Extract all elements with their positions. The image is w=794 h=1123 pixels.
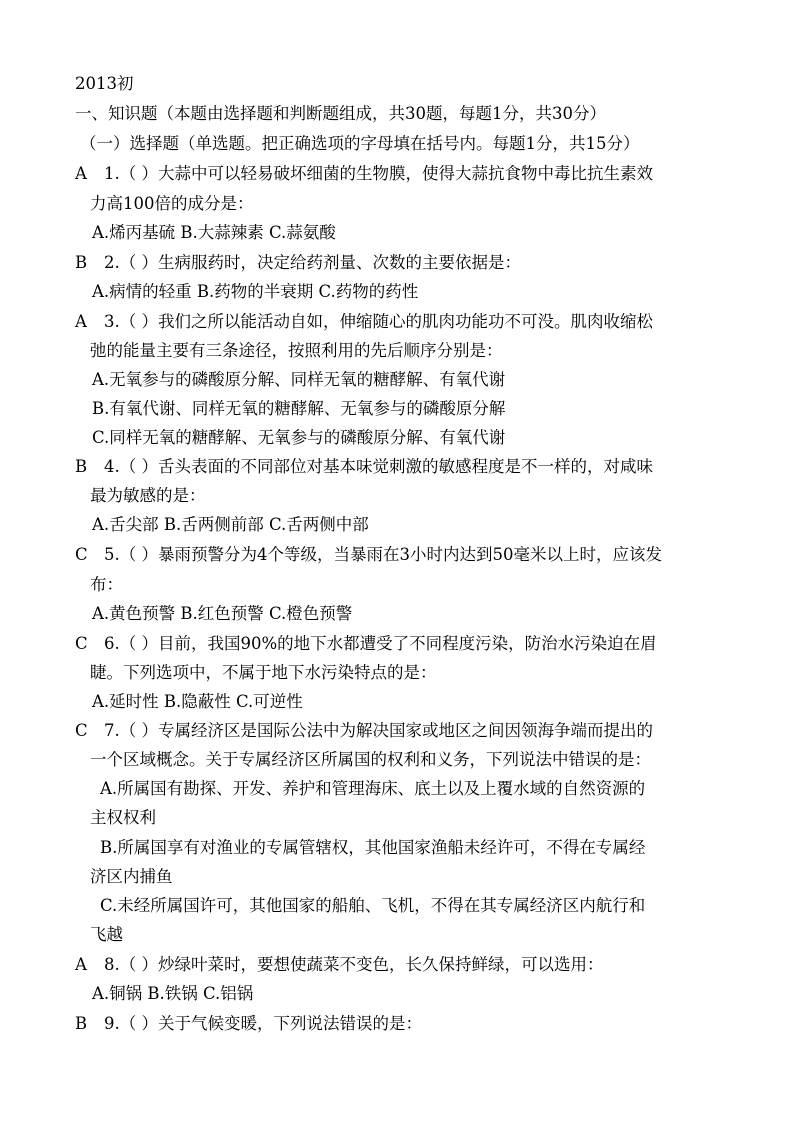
question-options: A.黄色预警 B.红色预警 C.橙色预警 <box>92 604 353 623</box>
question-option: B.有氧代谢、同样无氧的糖酵解、无氧参与的磷酸原分解 <box>92 399 506 418</box>
question-stem: 2.（ ）生病服药时，决定给药剂量、次数的主要依据是： <box>104 253 521 272</box>
question-stem: 4.（ ）舌头表面的不同部位对基本味觉刺激的敏感程度是不一样的，对咸味 <box>104 457 653 476</box>
question-stem: 弛的能量主要有三条途径，按照利用的先后顺序分别是： <box>90 341 503 360</box>
question-stem: 1.（ ）大蒜中可以轻易破坏细菌的生物膜，使得大蒜抗食物中毒比抗生素效 <box>104 164 653 183</box>
question-stem: 9.（ ）关于气候变暖，下列说法错误的是： <box>104 1014 422 1033</box>
question-stem: 7.（ ）专属经济区是国际公法中为解决国家或地区之间因领海争端而提出的 <box>104 721 653 740</box>
question-stem: 睫。下列选项中，不属于地下水污染特点的是： <box>90 663 437 682</box>
question-option: 济区内捕鱼 <box>90 867 173 886</box>
document-title: 2013初 <box>75 74 134 93</box>
question-option: A.无氧参与的磷酸原分解、同样无氧的糖酵解、有氧代谢 <box>92 370 506 389</box>
question-stem: 最为敏感的是： <box>90 486 206 505</box>
answer-letter: A <box>75 955 87 974</box>
question-options: A.铜锅 B.铁锅 C.铝锅 <box>92 984 254 1003</box>
question-option: 主权权利 <box>90 808 156 827</box>
question-stem: 一个区域概念。关于专属经济区所属国的权利和义务，下列说法中错误的是： <box>90 750 651 769</box>
question-stem: 力高100倍的成分是： <box>90 194 254 213</box>
answer-letter: C <box>75 545 88 564</box>
question-options: A.病情的轻重 B.药物的半衰期 C.药物的药性 <box>92 282 419 301</box>
answer-letter: A <box>75 164 87 183</box>
answer-letter: B <box>75 253 88 272</box>
question-stem: 布： <box>90 575 123 594</box>
answer-letter: B <box>75 457 88 476</box>
question-option: 飞越 <box>90 925 123 944</box>
answer-letter: C <box>75 721 88 740</box>
answer-letter: A <box>75 312 87 331</box>
question-stem: 3.（ ）我们之所以能活动自如，伸缩随心的肌肉功能功不可没。肌肉收缩松 <box>104 312 653 331</box>
question-stem: 8.（ ）炒绿叶菜时，要想使蔬菜不变色，长久保持鲜绿，可以选用： <box>104 955 604 974</box>
question-stem: 6.（ ）目前，我国90%的地下水都遭受了不同程度污染，防治水污染迫在眉 <box>104 634 657 653</box>
question-option: A.所属国有勘探、开发、养护和管理海床、底土以及上覆水域的自然资源的 <box>100 779 646 798</box>
question-stem: 5.（ ）暴雨预警分为4个等级，当暴雨在3小时内达到50毫米以上时，应该发 <box>104 545 662 564</box>
question-options: A.延时性 B.隐蔽性 C.可逆性 <box>92 692 303 711</box>
answer-letter: C <box>75 634 88 653</box>
question-options: A.烯丙基硫 B.大蒜辣素 C.蒜氨酸 <box>92 223 336 242</box>
section-heading: 一、知识题（本题由选择题和判断题组成，共30题，每题1分，共30分） <box>75 104 606 123</box>
question-option: B.所属国享有对渔业的专属管辖权，其他国家渔船未经许可，不得在专属经 <box>100 838 646 857</box>
question-option: C.未经所属国许可，其他国家的船舶、飞机，不得在其专属经济区内航行和 <box>100 896 646 915</box>
sub-heading: （一）选择题（单选题。把正确选项的字母填在括号内。每题1分，共15分） <box>80 134 640 153</box>
answer-letter: B <box>75 1014 88 1033</box>
question-option: C.同样无氧的糖酵解、无氧参与的磷酸原分解、有氧代谢 <box>92 428 506 447</box>
question-options: A.舌尖部 B.舌两侧前部 C.舌两侧中部 <box>92 515 369 534</box>
